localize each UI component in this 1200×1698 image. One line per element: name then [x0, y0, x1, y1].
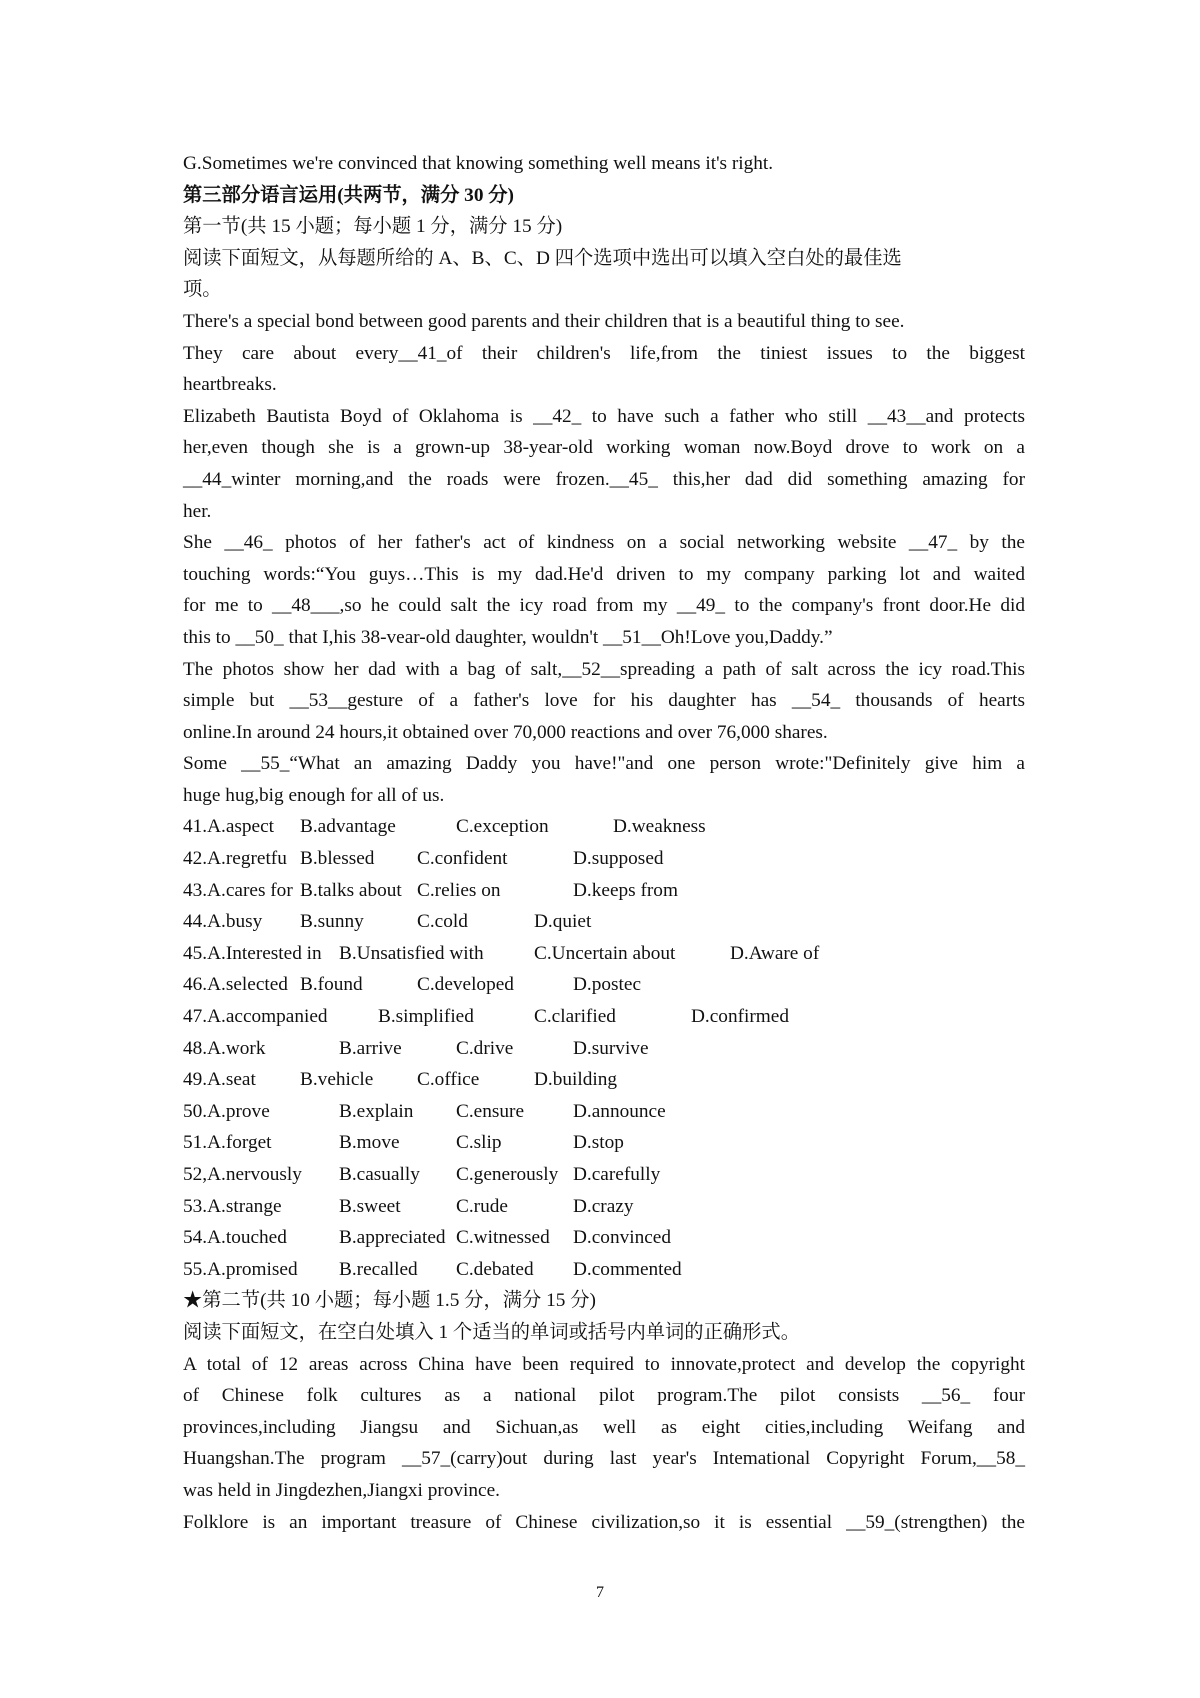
option-a: 48.A.work — [183, 1037, 266, 1059]
passage-line: simple but __53__gesture of a father's love for his daughter has __54_ thousands of hearts — [183, 690, 1025, 712]
option-c: C.office — [417, 1069, 480, 1091]
question-options-row — [183, 1096, 1025, 1128]
option-d: D.carefully — [573, 1164, 661, 1185]
passage-line: G.Sometimes we're convinced that knowing something well means it's right. — [183, 153, 774, 174]
question-options-row — [183, 1159, 1025, 1191]
question-options-row — [183, 1001, 1025, 1033]
option-d: D.postec — [573, 974, 642, 996]
option-b: B.blessed — [300, 848, 375, 870]
passage-line: Elizabeth Bautista Boyd of Oklahoma is __42_ to have such a father who still __43__and protects — [183, 405, 1025, 427]
option-c: C.drive — [456, 1037, 514, 1059]
option-b: B.move — [339, 1132, 400, 1154]
option-c: C.cold — [417, 911, 468, 933]
option-a: 44.A.busy — [183, 911, 263, 933]
option-c: C.generously — [456, 1164, 559, 1185]
passage-line: this to __50_ that I,his 38-vear-old daughter, wouldn't __51__Oh!Love you,Daddy.” — [183, 626, 833, 648]
option-b: B.casually — [339, 1164, 420, 1185]
passage2-line: provinces,including Jiangsu and Sichuan,as well as eight cities,including Weifang and — [183, 1416, 1025, 1438]
option-a: 47.A.accompanied — [183, 1006, 328, 1028]
passage-line: for me to __48___,so he could salt the icy road from my __49_ to the company's front door.He did — [183, 595, 1025, 617]
option-c: C.relies on — [417, 879, 501, 901]
option-b: B.arrive — [339, 1037, 402, 1059]
option-c: C.rude — [456, 1195, 508, 1217]
passage2-line: ★第二节(共 10 小题；每小题 1.5 分，满分 15 分) — [183, 1290, 596, 1312]
passage-line: her,even though she is a grown-up 38-year-old working woman now.Boyd drove to work on a — [183, 437, 1025, 459]
option-d: D.crazy — [573, 1195, 634, 1217]
option-b: B.explain — [339, 1100, 414, 1122]
passage2-line: of Chinese folk cultures as a national pilot program.The pilot consists __56_ four — [183, 1385, 1025, 1407]
option-d: D.weakness — [613, 816, 706, 838]
option-c: C.confident — [417, 848, 508, 870]
passage-line: heartbreaks. — [183, 374, 277, 396]
question-options-row — [183, 1191, 1025, 1223]
option-d: D.keeps from — [573, 879, 678, 901]
option-a: 55.A.promised — [183, 1258, 298, 1280]
option-b: B.found — [300, 974, 363, 996]
option-c: C.ensure — [456, 1100, 525, 1122]
exam-page-content — [183, 148, 1025, 1538]
question-options-row — [183, 1033, 1025, 1065]
passage-line: Some __55_“What an amazing Daddy you have!"and one person wrote:"Definitely give him a — [183, 753, 1025, 775]
option-a: 42.A.regretfu — [183, 848, 287, 870]
passage-line: 项。 — [183, 279, 222, 301]
option-b: B.talks about — [300, 879, 402, 901]
option-a: 41.A.aspect — [183, 816, 275, 838]
option-d: D.supposed — [573, 848, 664, 870]
option-b: B.recalled — [339, 1258, 418, 1280]
question-options-row — [183, 906, 1025, 938]
passage-line: She __46_ photos of her father's act of kindness on a social networking website __47_ by the — [183, 532, 1025, 554]
passage-line: huge hug,big enough for all of us. — [183, 784, 445, 806]
option-b: B.advantage — [300, 816, 396, 838]
option-d: D.stop — [573, 1132, 624, 1154]
passage-line: They care about every__41_of their children's life,from the tiniest issues to the biggest — [183, 342, 1025, 364]
option-d: D.Aware of — [730, 942, 820, 964]
question-options-row — [183, 875, 1025, 907]
passage2-line: was held in Jingdezhen,Jiangxi province. — [183, 1479, 500, 1501]
option-a: 51.A.forget — [183, 1132, 272, 1154]
question-options-row — [183, 1127, 1025, 1159]
option-c: C.slip — [456, 1132, 502, 1154]
option-b: B.simplified — [378, 1006, 474, 1028]
option-a: 52,A.nervously — [183, 1164, 302, 1185]
option-c: C.developed — [417, 974, 514, 996]
option-d: D.building — [534, 1069, 618, 1091]
passage2-line: A total of 12 areas across China have been required to innovate,protect and develop the copyright — [183, 1353, 1025, 1375]
passage-block-2 — [183, 1285, 1025, 1538]
passage2-line: 阅读下面短文，在空白处填入 1 个适当的单词或括号内单词的正确形式。 — [183, 1321, 800, 1343]
passage-line: There's a special bond between good parents and their children that is a beautiful thing to see. — [183, 310, 905, 332]
option-d: D.commented — [573, 1258, 682, 1280]
passage2-line: Folklore is an important treasure of Chinese civilization,so it is essential __59_(strengthen) the — [183, 1511, 1025, 1533]
passage-line: online.In around 24 hours,it obtained over 70,000 reactions and over 76,000 shares. — [183, 721, 828, 743]
passage-line: 第三部分语言运用(共两节，满分 30 分) — [183, 184, 514, 206]
option-b: B.vehicle — [300, 1069, 374, 1091]
option-a: 46.A.selected — [183, 974, 288, 996]
passage-line: The photos show her dad with a bag of salt,__52__spreading a path of salt across the icy road.This — [183, 658, 1025, 680]
option-a: 49.A.seat — [183, 1069, 256, 1091]
question-options-row — [183, 843, 1025, 875]
page-number: 7 — [596, 1584, 604, 1601]
option-a: 54.A.touched — [183, 1227, 287, 1249]
option-d: D.quiet — [534, 911, 592, 933]
option-a: 53.A.strange — [183, 1195, 282, 1217]
option-c: C.clarified — [534, 1006, 616, 1028]
question-options-row — [183, 811, 1025, 843]
question-options-row — [183, 1064, 1025, 1096]
option-c: C.debated — [456, 1258, 534, 1280]
passage-line: her. — [183, 500, 212, 522]
option-b: B.sweet — [339, 1195, 401, 1217]
option-b: B.Unsatisfied with — [339, 942, 484, 964]
passage-block-1 — [183, 148, 1025, 811]
option-d: D.confirmed — [691, 1006, 789, 1028]
passage2-line: Huangshan.The program __57_(carry)out during last year's Intemational Copyright Forum,__58_ — [183, 1448, 1025, 1470]
option-a: 43.A.cares for — [183, 879, 293, 901]
passage-line: 阅读下面短文，从每题所给的 A、B、C、D 四个选项中选出可以填入空白处的最佳选 — [183, 247, 902, 269]
option-d: D.convinced — [573, 1227, 671, 1249]
option-d: D.survive — [573, 1037, 649, 1059]
question-options-row — [183, 1222, 1025, 1254]
question-options-row — [183, 969, 1025, 1001]
option-c: C.exception — [456, 816, 549, 838]
question-options-row — [183, 938, 1025, 970]
option-c: C.witnessed — [456, 1227, 550, 1249]
answer-options-block — [183, 811, 1025, 1285]
question-options-row — [183, 1254, 1025, 1286]
passage-line: 第一节(共 15 小题；每小题 1 分，满分 15 分) — [183, 216, 563, 238]
option-d: D.announce — [573, 1100, 666, 1122]
passage-line: touching words:“You guys…This is my dad.He'd driven to my company parking lot and waited — [183, 563, 1025, 585]
option-a: 45.A.Interested in — [183, 942, 322, 964]
passage-line: __44_winter morning,and the roads were frozen.__45_ this,her dad did something amazing for — [183, 468, 1025, 490]
option-c: C.Uncertain about — [534, 942, 676, 964]
option-b: B.appreciated — [339, 1227, 446, 1249]
option-a: 50.A.prove — [183, 1100, 270, 1122]
option-b: B.sunny — [300, 911, 364, 933]
